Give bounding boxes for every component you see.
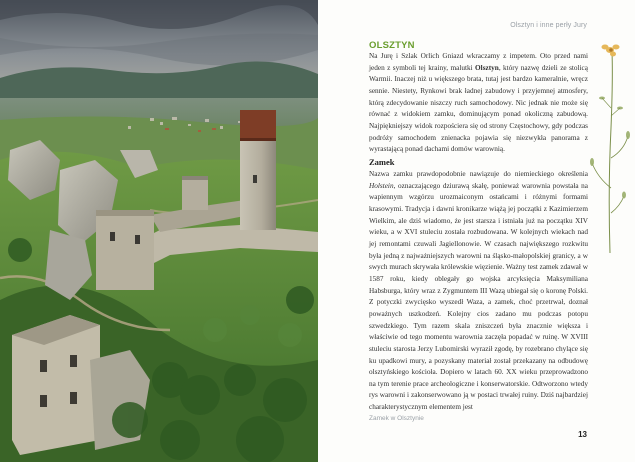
castle-text-after: , oznaczającego dziurawą skałę, ponieważ warownia powstała na wapiennym wzgórzu urozmaiconym ostańcami i różnymi formami krasowymi. Tradycja i dawni kronikarze wiążą jej początki z Kazimierzem Wielkim, ale dziś wiadomo, że jest starsza i istniała już na początku XIV wieku, a w XVI stuleciu została rozbudowana. W kolejnych wiekach nad jej remontami czuwali Jagiellonowie. W czasach największego rozkwitu była jedną z najważniejszych warowni na śląsko-małopolskiej granicy, a w swych murach skrywała królewskie więzienie. Ważny test zamek zdawał w 1587 roku, kiedy oblegały go wojska arcyksięcia Maksymiliana Habsburga, który wraz z Zygmuntem III Wazą ubiegał się o koronę Polski. Z potyczki zwycięsko wyszedł Waza, a zamek, choć przetrwał, doznał poważnych uszkodzeń. Kolejny cios zadano mu podczas potopu szwedzkiego. Tym razem skala zniszczeń była znacznie większa i właściwie od tego momentu warownia zaczęła popadać w ruinę. W XVIII stuleciu starosta Jerzy Lubomirski wyraził zgodę, by rozebrano chylące się ku upadkowi mury, a pozyskany materiał został przekazany na odbudowę olsztyńskiego kościoła. Dopiero w latach 60. XX wieku przeprowadzono na tym terenie prace archeologiczne i konserwatorskie. Odtworzono wtedy rys warowni i zakonserwowano ją w postaci trwałej ruiny. Dziś najbardziej charakterystycznym elementem jest — [369, 181, 588, 412]
flower-illustration — [580, 38, 635, 258]
castle-paragraph — [369, 169, 588, 414]
castle-text-before: Nazwa zamku prawdopodobnie nawiązuje do niemieckiego określenia — [369, 170, 588, 178]
photo-caption: Zamek w Olsztynie — [369, 415, 424, 422]
subsection-title: Zamek — [369, 157, 395, 167]
intro-text-after: , który nazwę dzieli ze stolicą Warmii. Inaczej niż u większego brata, tutaj jest bardzo kameralnie, wręcz sennie. Niestety, Rynkowi brak ładnej zabudowy i przyjemnej atmosfery, którą zdecydowanie niszczy ruch samochodowy. Nic jednak nie może się równać z widokiem zamku, dominującym ponad okoliczną zabudową. Najpiękniejszy widok rozpościera się od strony Częstochowy, gdy podczas podróży samochodem znienacka pojawia się niezwykła panorama z wyrastającą ponad dachami domów warownią. — [369, 63, 588, 154]
intro-text-bold: Olsztyn — [475, 63, 499, 72]
section-title: OLSZTYN — [369, 40, 415, 51]
page-number: 13 — [578, 430, 587, 439]
intro-text-before: Na Jurę i Szlak Orlich Gniazd wkraczamy z impetem. Oto przed nami jeden z symboli tej krainy, malutki — [369, 52, 588, 72]
running-head: Olsztyn i inne perły Jury — [510, 22, 587, 29]
intro-paragraph — [369, 51, 588, 156]
text-page — [318, 0, 635, 462]
castle-text-italic: Holstein — [369, 181, 394, 190]
